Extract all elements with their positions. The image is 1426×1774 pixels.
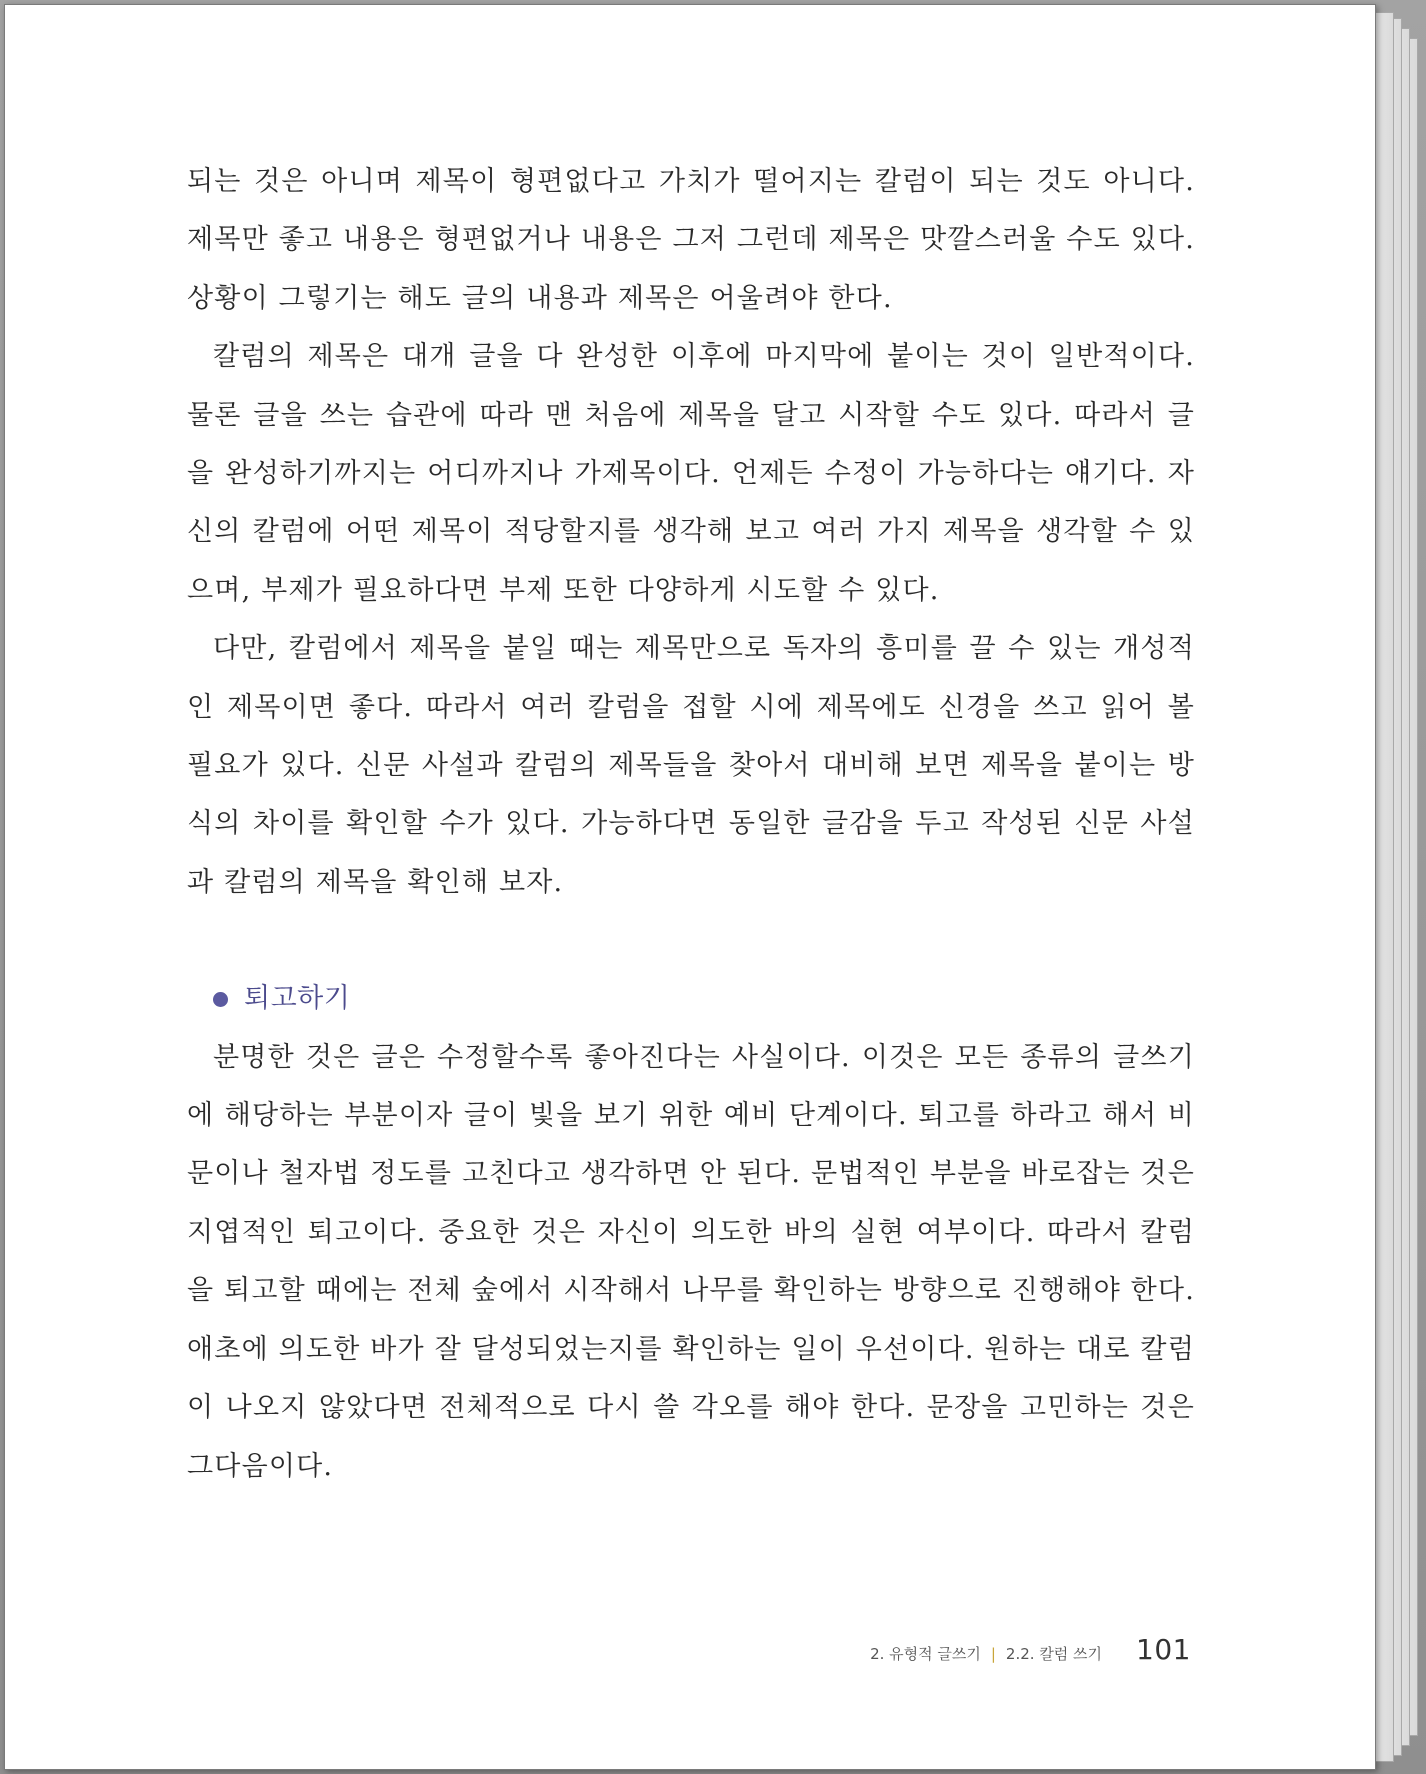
paragraph-revision: 분명한 것은 글은 수정할수록 좋아진다는 사실이다. 이것은 모든 종류의 글쓰기에 해당하는 부분이자 글이 빛을 보기 위한 예비 단계이다. 퇴고를 하라고 해서 비문이나 철자법 정도를 고친다고 생각하면 안 된다. 문법적인 부분을 바로잡는 것은 지엽적인 퇴고이다. 중요한 것은 자신이 의도한 바의 실현 여부이다. 따라서 칼럼을 퇴고할 때에는 전체 숲에서 시작해서 나무를 확인하는 방향으로 진행해야 한다. 애초에 의도한 바가 잘 달성되었는지를 확인하는 일이 우선이다. 원하는 대로 칼럼이 나오지 않았다면 전체적으로 다시 쓸 각오를 해야 한다. 문장을 고민하는 것은 그다음이다. [187, 1041, 1195, 1482]
paragraph-title-timing: 칼럼의 제목은 대개 글을 다 완성한 이후에 마지막에 붙이는 것이 일반적이다. 물론 글을 쓰는 습관에 따라 맨 처음에 제목을 달고 시작할 수도 있다. 따라서 글을 완성하기까지는 어디까지나 가제목이다. 언제든 수정이 가능하다는 얘기다. 자신의 칼럼에 어떤 제목이 적당할지를 생각해 보고 여러 가지 제목을 생각할 수 있으며, 부제가 필요하다면 부제 또한 다양하게 시도할 수 있다. [187, 341, 1195, 606]
page-body [187, 153, 1195, 1496]
paragraph-title-style: 다만, 칼럼에서 제목을 붙일 때는 제목만으로 독자의 흥미를 끌 수 있는 개성적인 제목이면 좋다. 따라서 여러 칼럼을 접할 시에 제목에도 신경을 쓰고 읽어 볼 필요가 있다. 신문 사설과 칼럼의 제목들을 찾아서 대비해 보면 제목을 붙이는 방식의 차이를 확인할 수가 있다. 가능하다면 동일한 글감을 두고 작성된 신문 사설과 칼럼의 제목을 확인해 보자. [187, 633, 1195, 898]
footer-separator: | [990, 1645, 996, 1663]
section-heading [187, 970, 1195, 1028]
book-page [4, 4, 1376, 1770]
footer-section: 2.2. 칼럼 쓰기 [1005, 1645, 1103, 1663]
paragraph-continued: 되는 것은 아니며 제목이 형편없다고 가치가 떨어지는 칼럼이 되는 것도 아니다. 제목만 좋고 내용은 형편없거나 내용은 그저 그런데 제목은 맛깔스러울 수도 있다. 상황이 그렇기는 해도 글의 내용과 제목은 어울려야 한다. [187, 166, 1195, 314]
page-number: 101 [1136, 1633, 1191, 1666]
bullet-icon [213, 992, 228, 1007]
section-heading-label: 퇴고하기 [244, 983, 351, 1015]
footer-chapter: 2. 유형적 글쓰기 [870, 1645, 981, 1663]
running-footer [870, 1633, 1191, 1666]
